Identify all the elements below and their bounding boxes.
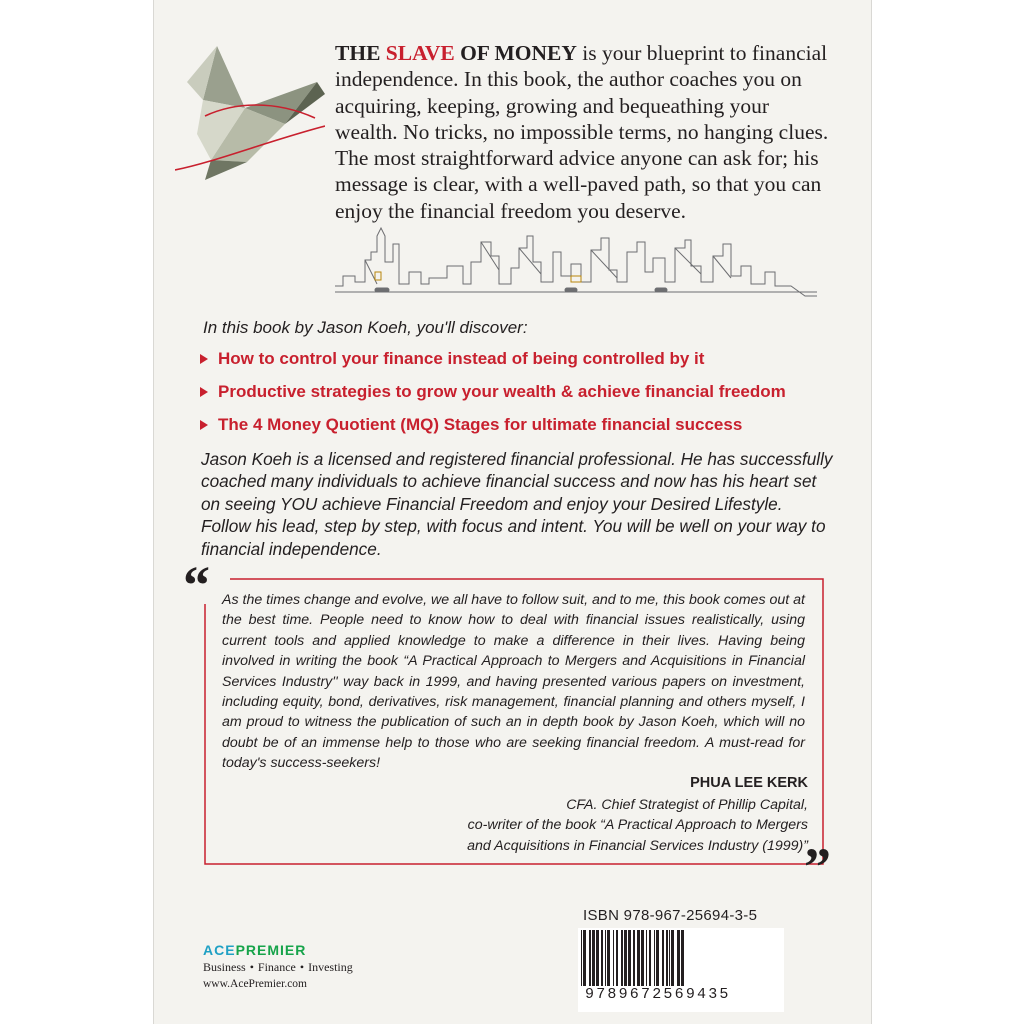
barcode-bar <box>621 930 623 986</box>
open-quote-mark: “ <box>183 555 210 615</box>
barcode-bar <box>596 930 599 986</box>
discover-heading: In this book by Jason Koeh, you'll discover: <box>203 318 528 337</box>
bullet-text: The 4 Money Quotient (MQ) Stages for ultimate financial success <box>218 414 743 434</box>
barcode-bar <box>662 930 664 986</box>
discover-list <box>200 342 786 441</box>
barcode-bar <box>681 930 684 986</box>
barcode-bar <box>641 930 644 986</box>
barcode-bar <box>646 930 647 986</box>
origami-money-bird-icon <box>175 42 325 182</box>
city-skyline-illustration <box>335 222 817 304</box>
barcode-bar <box>589 930 591 986</box>
testimonial-author-name: PHUA LEE KERK <box>690 775 808 791</box>
publisher-url: www.AcePremier.com <box>203 978 307 990</box>
barcode-bar <box>656 930 659 986</box>
barcode-bar <box>616 930 618 986</box>
barcode-bar <box>628 930 631 986</box>
barcode-bar <box>592 930 595 986</box>
bullet-text: How to control your finance instead of being controlled by it <box>218 348 705 368</box>
list-item <box>200 342 786 375</box>
barcode-bar <box>613 930 614 986</box>
intro-body: is your blueprint to financial independence. In this book, the author coaches you on acquiring, keeping, growing and bequeathing your wealth. No tricks, no impossible terms, no hanging clues. The most straightforward advice anyone can ask for; his message is clear, with a well-paved path, so that you can enjoy the financial freedom you deserve. <box>335 41 829 223</box>
book-title-the: THE <box>335 41 381 65</box>
testimonial-text: As the times change and evolve, we all have to follow suit, and to me, this book comes out at the best time. People need to know how to deal with financial issues realistically, using current tools and applied knowledge to make a difference in their lives. Having being involved in writing the book “A Practical Approach to Mergers and Acquisitions in Financial Services Industry'' way back in 1999, and having presented various papers on investment, including equity, bond, derivatives, risk management, financial planning and others myself, I am proud to witness the publication of such an in depth book by Jason Koeh, which will no doubt be of an immense help to those who are seeking financial freedom. A must-read for today's success-seekers! <box>222 592 805 772</box>
barcode-bar <box>633 930 635 986</box>
barcode-bar <box>605 930 606 986</box>
bullet-triangle-icon <box>200 420 208 430</box>
barcode-bar <box>666 930 668 986</box>
tag-business: Business <box>203 960 246 974</box>
list-item <box>200 408 786 441</box>
barcode-bar <box>654 930 655 986</box>
bullet-triangle-icon <box>200 387 208 397</box>
barcode-bar <box>607 930 610 986</box>
book-title-of-money: OF MONEY <box>460 41 577 65</box>
role-line: co-writer of the book “A Practical Approach to Mergers <box>467 817 808 834</box>
tag-separator: • <box>299 960 305 974</box>
barcode-bar <box>677 930 680 986</box>
tag-separator: • <box>249 960 254 974</box>
role-line: CFA. Chief Strategist of Phillip Capital, <box>566 797 808 813</box>
logo-premier: PREMIER <box>235 942 307 958</box>
barcode-bar <box>649 930 651 986</box>
book-title-slave: SLAVE <box>385 41 455 65</box>
barcode-bar <box>669 930 670 986</box>
barcode-bar <box>583 930 586 986</box>
author-bio: Jason Koeh is a licensed and registered financial professional. He has successfully coached many individuals to achieve financial success and now has his heart set on seeing YOU achieve Financial Freedom and enjoy your Desired Lifestyle. Follow his lead, step by step, with focus and intent. You will be well on your way to financial independence. <box>201 449 833 559</box>
barcode-bar <box>601 930 603 986</box>
publisher-tagline <box>203 960 353 975</box>
close-quote-mark: ” <box>804 837 831 897</box>
bullet-text: Productive strategies to grow your wealth & achieve financial freedom <box>218 381 786 401</box>
barcode-bar <box>637 930 640 986</box>
role-line: and Acquisitions in Financial Services Industry (1999)” <box>467 837 808 854</box>
barcode-bar <box>671 930 674 986</box>
logo-ace: ACE <box>203 942 236 958</box>
publisher-logo <box>203 942 306 958</box>
tag-finance: Finance <box>257 960 296 974</box>
isbn-digits: 9789672569435 <box>585 986 731 1003</box>
intro-paragraph <box>335 40 830 224</box>
isbn-label: ISBN 978-967-25694-3-5 <box>583 907 758 924</box>
list-item <box>200 375 786 408</box>
tag-investing: Investing <box>308 960 353 974</box>
testimonial-author-role <box>467 795 808 856</box>
barcode-bar <box>624 930 627 986</box>
bullet-triangle-icon <box>200 354 208 364</box>
barcode-bar <box>581 930 582 986</box>
